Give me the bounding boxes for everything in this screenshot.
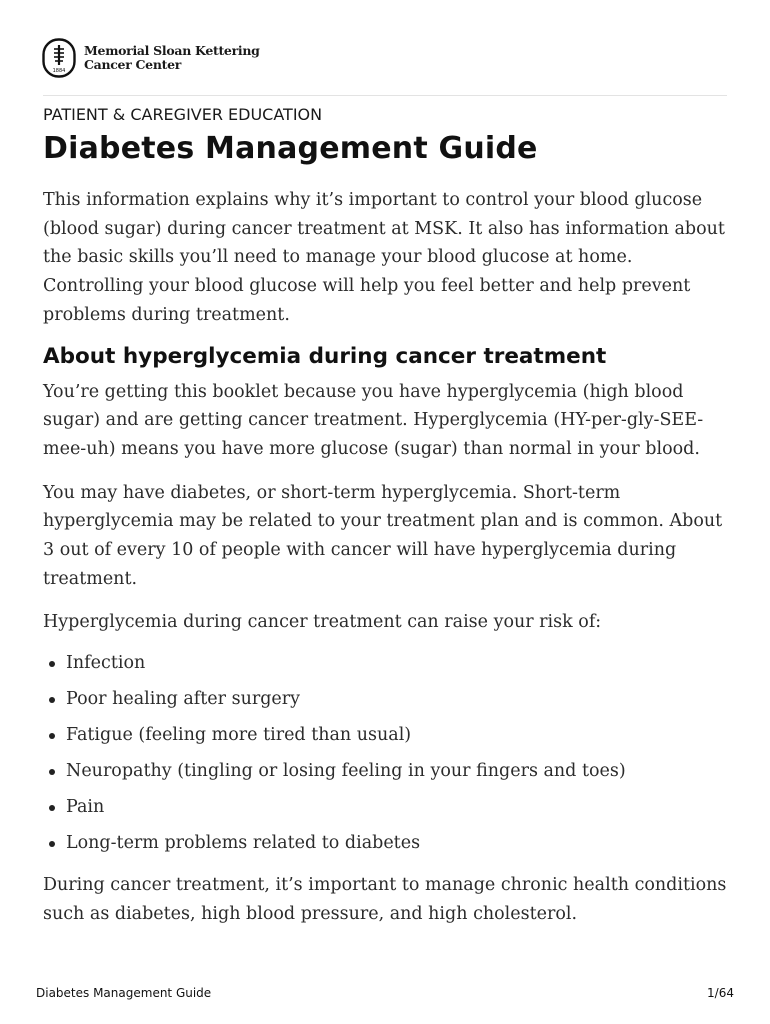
msk-logo bbox=[42, 38, 260, 78]
list-item: Neuropathy (tingling or losing feeling in your fingers and toes) bbox=[43, 757, 733, 793]
logo-year: 1884 bbox=[52, 68, 66, 74]
list-item: Pain bbox=[43, 793, 733, 829]
main-content bbox=[43, 186, 733, 929]
list-item: Poor healing after surgery bbox=[43, 685, 733, 721]
list-item: Long-term problems related to diabetes bbox=[43, 829, 733, 865]
list-item: Infection bbox=[43, 649, 733, 685]
intro-paragraph: This information explains why it’s important to control your blood glucose (blood sugar) during cancer treatment at MSK. It also has information about the basic skills you’ll need to manage your blood glucose at home. Controlling your blood glucose will help you feel better and help prevent problems during treatment. bbox=[43, 190, 725, 325]
eyebrow-label: PATIENT & CAREGIVER EDUCATION bbox=[43, 105, 323, 124]
section-paragraph-4: During cancer treatment, it’s important to manage chronic health conditions such as diabetes, high blood pressure, and high cholesterol. bbox=[43, 875, 727, 924]
header-divider bbox=[43, 95, 727, 96]
section-paragraph-1: You’re getting this booklet because you have hyperglycemia (high blood sugar) and are getting cancer treatment. Hyperglycemia (HY-per-gly-SEE-mee-uh) means you have more glucose (sugar) than normal in your blood. bbox=[43, 381, 704, 459]
logo-line-2: Cancer Center bbox=[84, 57, 182, 72]
section-paragraph-3: Hyperglycemia during cancer treatment can raise your risk of: bbox=[43, 612, 602, 633]
msk-logo-icon bbox=[42, 38, 76, 78]
footer-doc-title: Diabetes Management Guide bbox=[36, 986, 212, 1000]
logo-wordmark bbox=[84, 44, 260, 72]
logo-line-1: Memorial Sloan Kettering bbox=[84, 43, 260, 58]
page-number: 1/64 bbox=[707, 986, 734, 1000]
risk-list bbox=[43, 649, 733, 865]
section-heading: About hyperglycemia during cancer treatment bbox=[43, 343, 607, 369]
list-item: Fatigue (feeling more tired than usual) bbox=[43, 721, 733, 757]
section-paragraph-2: You may have diabetes, or short-term hyperglycemia. Short-term hyperglycemia may be related to your treatment plan and is common. About 3 out of every 10 of people with cancer will have hyperglycemia during treatment. bbox=[43, 482, 723, 589]
page-title: Diabetes Management Guide bbox=[43, 131, 538, 166]
